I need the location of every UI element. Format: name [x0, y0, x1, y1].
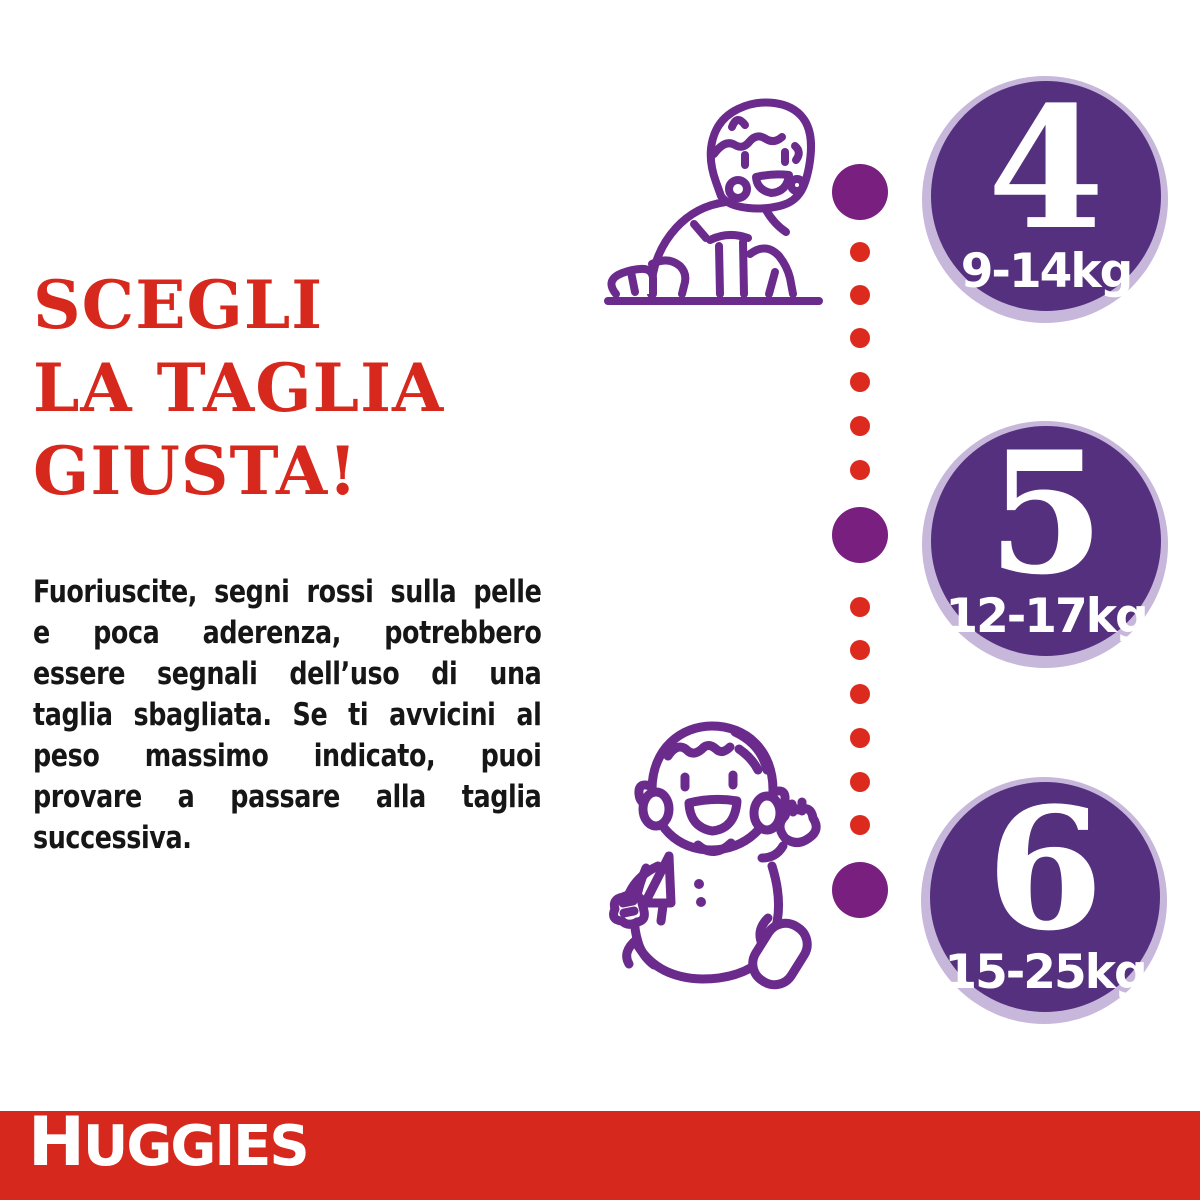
huggies-logo: HUGGIES	[28, 1103, 308, 1182]
timeline-dot-purple	[832, 164, 888, 220]
timeline-dot-purple	[832, 507, 888, 563]
timeline-dot-red	[850, 416, 870, 436]
timeline-dot-red	[850, 815, 870, 835]
size-weight-range: 9-14kg	[960, 244, 1132, 300]
sitting-baby-illustration	[592, 706, 827, 996]
size-weight-range: 15-25kg	[944, 945, 1146, 1001]
footer-bar	[0, 1103, 1200, 1200]
size-number: 4	[987, 68, 1105, 267]
body-line: Fuoriuscite, segni rossi sulla pelle	[33, 574, 542, 610]
size-number: 5	[987, 413, 1105, 612]
timeline-dot-red	[850, 372, 870, 392]
body-line: taglia sbagliata. Se ti avvicini al	[33, 697, 542, 733]
timeline-dot-red	[850, 728, 870, 748]
timeline-dot-red	[850, 640, 870, 660]
body-line: provare a passare alla taglia	[33, 779, 542, 815]
size-badge-5	[931, 413, 1161, 656]
body-line: successiva.	[33, 820, 192, 856]
timeline-dot-red	[850, 684, 870, 704]
page-title-line: GIUSTA!	[33, 432, 359, 510]
crawling-baby-illustration	[598, 84, 828, 312]
page-title	[33, 264, 444, 513]
body-line: peso massimo indicato, puoi	[33, 738, 542, 774]
size-badge-4	[931, 68, 1161, 311]
badge-disc	[930, 769, 1160, 1012]
timeline-dot-red	[850, 460, 870, 480]
page-title-line: LA TAGLIA	[33, 349, 445, 427]
body-line: essere segnali dell’uso di una	[33, 656, 542, 692]
timeline-dot-red	[850, 772, 870, 792]
timeline-dot-red	[850, 285, 870, 305]
timeline-dot-red	[850, 597, 870, 617]
size-number: 6	[986, 769, 1104, 968]
body-line: e poca aderenza, potrebbero	[33, 615, 542, 651]
badge-disc	[931, 68, 1161, 311]
timeline-dot-purple	[832, 862, 888, 918]
body-paragraph	[33, 572, 541, 859]
size-badge-6	[930, 769, 1160, 1012]
timeline-dot-red	[850, 328, 870, 348]
page-title-line: SCEGLI	[33, 266, 324, 344]
timeline-dot-red	[850, 242, 870, 262]
badge-disc	[931, 413, 1161, 656]
size-weight-range: 12-17kg	[945, 589, 1147, 645]
